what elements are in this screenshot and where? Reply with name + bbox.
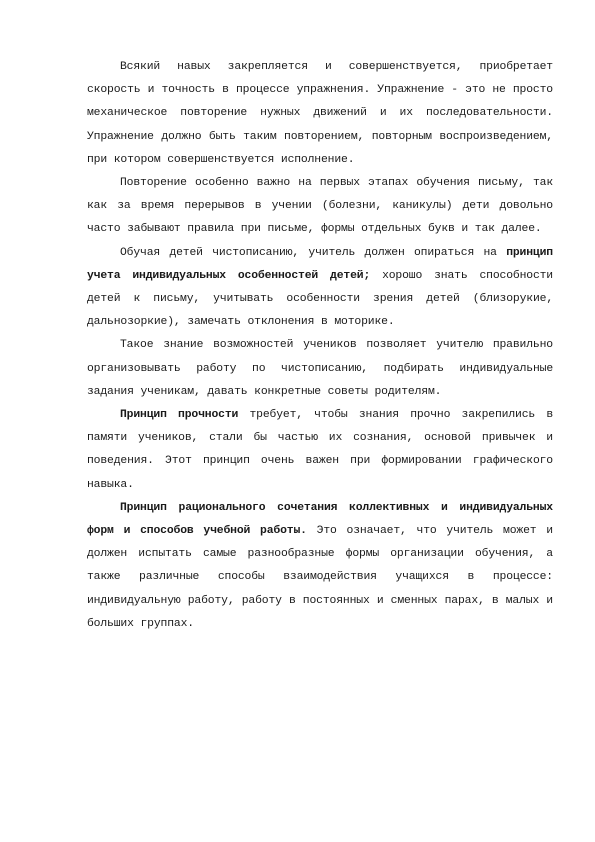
paragraph-3: [87, 242, 553, 335]
paragraph-5: [87, 404, 553, 497]
paragraph-6-text: Это означает, что учитель может и должен испытать самые разнообразные формы организации обучения, а также различные способы взаимодействия учащихся в процессе: индивидуальную работу, работу в постоянных и сменных парах, в малых и больших группах.: [87, 525, 553, 630]
principle-durability: Принцип прочности: [120, 409, 239, 422]
principle-rational-combination: Принцип рационального сочетания коллективных и индивидуальных форм и способов учебной работы.: [87, 501, 553, 538]
paragraph-2: [87, 172, 553, 242]
paragraph-6: [87, 497, 553, 636]
paragraph-1: [87, 56, 553, 172]
paragraph-5-text: требует, чтобы знания прочно закрепились в памяти учеников, стали бы частью их сознания, основой привычек и поведения. Этот принцип очень важен при формировании графического навыка.: [87, 409, 554, 491]
paragraph-4-text: Такое знание возможностей учеников позволяет учителю правильно организовывать работу по чистописанию, подбирать индивидуальные задания ученикам, давать конкретные советы родителям.: [87, 339, 553, 398]
principle-individual-features: принцип учета индивидуальных особенностей детей;: [87, 246, 553, 282]
document-page: [87, 56, 553, 636]
paragraph-1-text: Всякий навых закрепляется и совершенствуется, приобретает скорость и точность в процессе упражнения. Упражнение - это не просто механическое повторение нужных движений и их последовательности. Упражнение должно быть таким повторением, повторным воспроизведением, при котором совершенствуется исполнение.: [87, 61, 553, 166]
paragraph-4: [87, 334, 553, 404]
paragraph-3-text-a: Обучая детей чистописанию, учитель должен опираться на: [120, 246, 507, 259]
paragraph-2-text: Повторение особенно важно на первых этапах обучения письму, так как за время перерывов в учении (болезни, каникулы) дети довольно часто забывают правила при письме, формы отдельных букв и так далее.: [87, 177, 553, 236]
paragraph-3-text-b: хорошо знать способности детей к письму, учитывать особенности зрения детей (близорукие, дальнозоркие), замечать отклонения в моторике.: [87, 269, 553, 329]
